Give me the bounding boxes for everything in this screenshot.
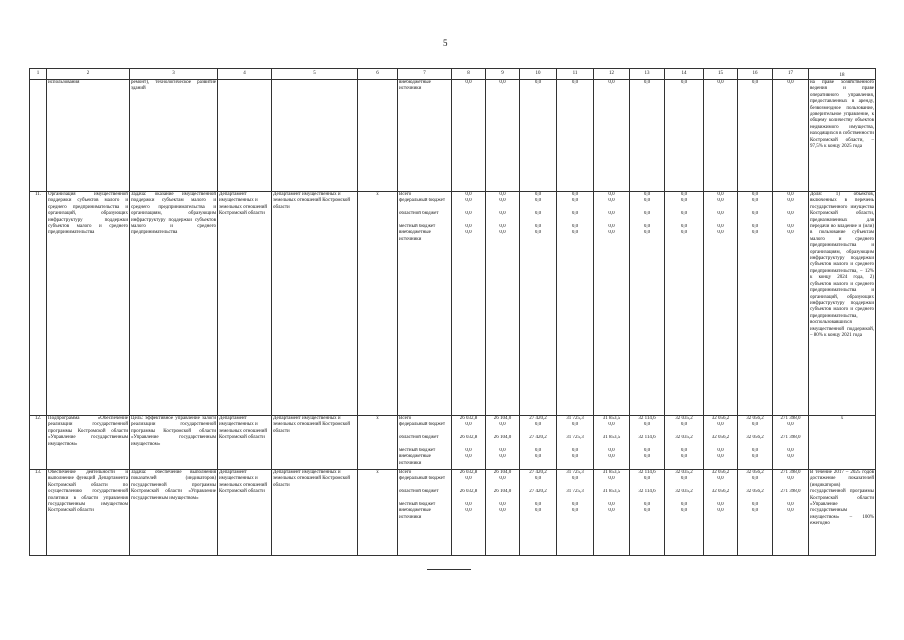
value: 26 032,8 xyxy=(459,435,478,441)
table-row xyxy=(30,80,876,192)
value-cell xyxy=(557,80,594,192)
value: 0,0 xyxy=(534,508,542,514)
row-executor: Департамент имущественных и земельных отношений Костромской области xyxy=(218,192,272,416)
value: 0,0 xyxy=(643,198,651,204)
value: 32 056,2 xyxy=(711,489,730,495)
value: 32 056,2 xyxy=(711,470,730,475)
value: 0,0 xyxy=(787,454,794,460)
table-row xyxy=(30,470,876,556)
row-executor xyxy=(218,80,272,192)
value-cell xyxy=(452,192,486,416)
value: 0,0 xyxy=(499,501,506,507)
value: 0,0 xyxy=(571,476,579,482)
funding-source: внебюджетные источники xyxy=(399,508,431,520)
value-cell xyxy=(665,470,704,556)
value: 0,0 xyxy=(571,192,579,197)
funding-source: федеральный бюджет xyxy=(399,422,446,428)
value: 0,0 xyxy=(499,230,506,236)
funding-source: федеральный бюджет xyxy=(399,476,446,482)
value: 0,0 xyxy=(571,447,579,453)
value: 0,0 xyxy=(751,223,759,229)
value: 32 114,6 xyxy=(638,416,656,421)
value: 0,0 xyxy=(465,501,472,507)
value: 0,0 xyxy=(717,223,724,229)
value: 0,0 xyxy=(571,508,579,514)
value: 0,0 xyxy=(680,80,688,85)
value-cell xyxy=(594,192,630,416)
value: 32 114,6 xyxy=(638,489,656,495)
value-cell xyxy=(773,470,809,556)
value: 26 032,8 xyxy=(459,416,478,421)
value: 0,0 xyxy=(465,476,472,482)
value: 0,0 xyxy=(465,211,472,217)
value-cell xyxy=(665,192,704,416)
value: 0,0 xyxy=(680,230,688,236)
value: 0,0 xyxy=(608,192,615,197)
value: 0,0 xyxy=(751,211,759,217)
column-header: 16 xyxy=(738,69,773,80)
value: 0,0 xyxy=(571,80,579,85)
value-cell xyxy=(452,470,486,556)
column-header: 5 xyxy=(272,69,358,80)
value: 0,0 xyxy=(643,80,651,85)
value: 0,0 xyxy=(787,223,794,229)
value: 0,0 xyxy=(571,198,579,204)
funding-source: областной бюджет xyxy=(399,489,439,495)
column-header: 7 xyxy=(398,69,452,80)
value: 0,0 xyxy=(643,454,651,460)
column-header: 1 xyxy=(30,69,47,80)
column-header: 2 xyxy=(47,69,130,80)
value: 0,0 xyxy=(643,447,651,453)
value: 0,0 xyxy=(608,447,615,453)
value: 0,0 xyxy=(608,476,615,482)
value: 0,0 xyxy=(643,476,651,482)
value: 31 725,3 xyxy=(566,416,584,421)
funding-source: внебюджетные источники xyxy=(399,230,431,242)
column-header: 3 xyxy=(130,69,218,80)
value: 0,0 xyxy=(465,508,472,514)
row-name: использования xyxy=(47,80,130,192)
value: 31 853,5 xyxy=(602,470,621,475)
value: 0,0 xyxy=(751,454,759,460)
value: 31 725,3 xyxy=(566,435,584,441)
value: 0,0 xyxy=(787,476,794,482)
value: 31 853,5 xyxy=(602,489,621,495)
funding-source: внебюджетные источники xyxy=(399,454,431,466)
value: 0,0 xyxy=(680,211,688,217)
row-task: ремонт), технологическое развитие зданий xyxy=(130,80,218,192)
value: 27 420,2 xyxy=(529,416,547,421)
value: 0,0 xyxy=(680,454,688,460)
value-cell xyxy=(773,416,809,470)
row-name: Обеспечение деятельности и выполнение функций Департамента Костромской области по осуществлению государственной политики в области управления государственным имуществом Костромской области xyxy=(47,470,130,556)
value-cell xyxy=(704,80,738,192)
value: 0,0 xyxy=(571,422,579,428)
funding-source: Всего xyxy=(399,470,412,475)
row-executor: Департамент имущественных и земельных отношений Костромской области xyxy=(218,416,272,470)
value-cell xyxy=(520,416,557,470)
row-participant: Департамент имущественных и земельных отношений Костромской области xyxy=(272,192,358,416)
value-cell xyxy=(594,80,630,192)
value-cell xyxy=(594,416,630,470)
value: 26 032,8 xyxy=(459,489,478,495)
value-cell xyxy=(486,192,520,416)
value: 0,0 xyxy=(680,422,688,428)
value: 0,0 xyxy=(643,422,651,428)
value: 27 420,2 xyxy=(529,470,547,475)
value: 0,0 xyxy=(608,501,615,507)
value: 0,0 xyxy=(534,501,542,507)
value: 0,0 xyxy=(534,476,542,482)
value-cell xyxy=(520,192,557,416)
value: 0,0 xyxy=(499,454,506,460)
value: 32 056,2 xyxy=(746,435,764,441)
value-cell xyxy=(452,80,486,192)
value: 0,0 xyxy=(717,192,724,197)
value: 271 398,0 xyxy=(780,416,801,421)
program-table xyxy=(29,68,876,556)
value-cell xyxy=(630,192,665,416)
row-result: В течение 2017 – 2025 годов достижение показателей (индикаторов) государственной программы Костромской области «Управление государственным имуществом» – 100% ежегодно xyxy=(809,470,876,556)
value-cell xyxy=(630,80,665,192)
value: 0,0 xyxy=(643,192,651,197)
value: 0,0 xyxy=(680,501,688,507)
column-header: 18 xyxy=(809,69,876,80)
value: 0,0 xyxy=(717,508,724,514)
value-cell xyxy=(630,470,665,556)
value: 0,0 xyxy=(534,454,542,460)
value: 31 853,5 xyxy=(602,435,621,441)
value: 0,0 xyxy=(499,476,506,482)
value: 32 035,2 xyxy=(675,470,693,475)
value: 0,0 xyxy=(571,223,579,229)
row-sources xyxy=(398,416,452,470)
row-sources xyxy=(398,80,452,192)
row-name: Подпрограмма «Обеспечение реализации государственной программы Костромской области «Управление государственным имуществом» xyxy=(47,416,130,470)
value: 0,0 xyxy=(751,501,759,507)
value: 32 056,2 xyxy=(746,470,764,475)
value: 0,0 xyxy=(499,192,506,197)
value: 32 056,2 xyxy=(711,416,730,421)
row-number xyxy=(30,80,47,192)
value: 0,0 xyxy=(717,211,724,217)
column-header: 14 xyxy=(665,69,704,80)
column-header: 15 xyxy=(704,69,738,80)
value: 0,0 xyxy=(787,80,794,85)
row-result: Доля: 1) объектов, включенных в перечень государственного имущества Костромской области, предназначенных для передачи во владение и (или) в пользование субъектам малого и среднего предпринимательства и организациям, образующим инфраструктуру поддержки субъектов малого и среднего предпринимательства, – 12% к концу 2024 года, 2) субъектов малого и среднего предпринимательства и организаций, образующих инфраструктуру поддержки субъектов малого и среднего предпринимательства, воспользовавшихся имущественной поддержкой, – 80% к концу 2021 года xyxy=(809,192,876,416)
value-cell xyxy=(704,470,738,556)
value: 0,0 xyxy=(787,198,794,204)
value: 32 035,2 xyxy=(675,489,693,495)
column-header: 13 xyxy=(630,69,665,80)
row-x xyxy=(358,80,398,192)
value: 0,0 xyxy=(499,80,506,85)
funding-source: областной бюджет xyxy=(399,435,439,441)
value: 0,0 xyxy=(643,223,651,229)
value: 0,0 xyxy=(465,80,472,85)
column-header: 8 xyxy=(452,69,486,80)
value: 0,0 xyxy=(751,476,759,482)
value-cell xyxy=(773,80,809,192)
value: 32 035,2 xyxy=(675,435,693,441)
value: 31 853,5 xyxy=(602,416,621,421)
page-number: 5 xyxy=(443,38,448,48)
value-cell xyxy=(704,416,738,470)
value: 31 725,3 xyxy=(566,470,584,475)
value: 32 114,6 xyxy=(638,470,656,475)
row-name: Организация имущественной поддержки субъектов малого и среднего предпринимательства и организаций, образующих инфраструктуру поддержки субъектов малого и среднего предпринимательства xyxy=(47,192,130,416)
value: 0,0 xyxy=(680,508,688,514)
value: 26 104,0 xyxy=(493,435,512,441)
bottom-rule xyxy=(427,569,471,570)
value: 26 104,0 xyxy=(493,416,512,421)
column-header-row xyxy=(30,69,876,80)
value: 26 104,0 xyxy=(493,470,512,475)
value: 0,0 xyxy=(608,198,615,204)
value: 0,0 xyxy=(534,192,542,197)
value: 0,0 xyxy=(571,211,579,217)
row-task: Цель: эффективное управление залоги реализации государственной программы Костромской области «Управление государственным имуществом» xyxy=(130,416,218,470)
value-cell xyxy=(630,416,665,470)
value-cell xyxy=(452,416,486,470)
value: 0,0 xyxy=(680,223,688,229)
funding-source: Всего xyxy=(399,416,412,421)
value: 0,0 xyxy=(787,501,794,507)
value: 0,0 xyxy=(465,230,472,236)
value-cell xyxy=(520,470,557,556)
column-header: 9 xyxy=(486,69,520,80)
row-result: на праве хозяйственного ведения и праве оперативного управления, предоставленных в аренду, безвозмездное пользование, доверительное управление, к общему количеству объектов недвижимого имущества, находящихся в собственности Костромской области, – 97,5% к концу 2025 года xyxy=(809,80,876,192)
value-cell xyxy=(738,416,773,470)
value: 0,0 xyxy=(717,80,724,85)
value: 0,0 xyxy=(534,80,542,85)
value-cell xyxy=(486,470,520,556)
value: 0,0 xyxy=(499,211,506,217)
value-cell xyxy=(704,192,738,416)
value: 0,0 xyxy=(608,508,615,514)
value: 0,0 xyxy=(680,447,688,453)
value: 0,0 xyxy=(717,454,724,460)
value: 0,0 xyxy=(499,447,506,453)
value: 0,0 xyxy=(608,230,615,236)
value: 31 725,3 xyxy=(566,489,584,495)
value: 0,0 xyxy=(465,422,472,428)
value: 0,0 xyxy=(465,223,472,229)
table-row xyxy=(30,192,876,416)
row-result: x xyxy=(809,416,876,470)
value-cell xyxy=(665,416,704,470)
funding-source: федеральный бюджет xyxy=(399,198,446,204)
value: 26 104,0 xyxy=(493,489,512,495)
funding-source: местный бюджет xyxy=(399,501,436,507)
value-cell xyxy=(557,192,594,416)
row-task: Задача: оказание имущественной поддержки субъектам малого и среднего предпринимательства и организациям, образующим инфраструктуру поддержки субъектов малого и среднего предпринимательства xyxy=(130,192,218,416)
value: 0,0 xyxy=(608,454,615,460)
value: 0,0 xyxy=(787,230,794,236)
value: 0,0 xyxy=(751,192,759,197)
value: 26 032,8 xyxy=(459,470,478,475)
value: 0,0 xyxy=(465,198,472,204)
value: 0,0 xyxy=(787,508,794,514)
value: 271 398,0 xyxy=(780,435,801,441)
value: 0,0 xyxy=(787,192,794,197)
value: 32 114,6 xyxy=(638,435,656,441)
value: 0,0 xyxy=(717,501,724,507)
row-number: 12. xyxy=(30,416,47,470)
value-cell xyxy=(520,80,557,192)
value: 0,0 xyxy=(680,192,688,197)
row-x: x xyxy=(358,192,398,416)
value: 0,0 xyxy=(465,447,472,453)
value: 0,0 xyxy=(717,198,724,204)
value: 0,0 xyxy=(571,454,579,460)
value: 0,0 xyxy=(499,508,506,514)
row-executor: Департамент имущественных и земельных отношений Костромской области xyxy=(218,470,272,556)
row-number: 11. xyxy=(30,192,47,416)
value-cell xyxy=(738,192,773,416)
value: 0,0 xyxy=(643,230,651,236)
value: 0,0 xyxy=(465,454,472,460)
row-participant: Департамент имущественных и земельных отношений Костромской области xyxy=(272,416,358,470)
value: 0,0 xyxy=(751,230,759,236)
column-header: 17 xyxy=(773,69,809,80)
value: 32 056,2 xyxy=(746,416,764,421)
value: 0,0 xyxy=(751,447,759,453)
value-cell xyxy=(557,416,594,470)
value: 0,0 xyxy=(643,501,651,507)
value: 0,0 xyxy=(608,223,615,229)
value-cell xyxy=(738,470,773,556)
value: 0,0 xyxy=(787,447,794,453)
value-cell xyxy=(557,470,594,556)
value: 0,0 xyxy=(534,211,542,217)
value: 32 056,2 xyxy=(711,435,730,441)
value: 0,0 xyxy=(643,508,651,514)
value-cell xyxy=(594,470,630,556)
value: 0,0 xyxy=(717,447,724,453)
value-cell xyxy=(486,416,520,470)
value: 0,0 xyxy=(643,211,651,217)
funding-source: Всего xyxy=(399,192,412,197)
value: 0,0 xyxy=(534,223,542,229)
value-cell xyxy=(738,80,773,192)
row-sources xyxy=(398,192,452,416)
row-x: x xyxy=(358,416,398,470)
value: 0,0 xyxy=(571,501,579,507)
value: 0,0 xyxy=(608,80,615,85)
value: 32 056,2 xyxy=(746,489,764,495)
value: 0,0 xyxy=(787,211,794,217)
row-sources xyxy=(398,470,452,556)
value: 0,0 xyxy=(751,422,759,428)
value: 0,0 xyxy=(680,198,688,204)
value: 0,0 xyxy=(751,80,759,85)
value: 0,0 xyxy=(534,447,542,453)
column-header: 4 xyxy=(218,69,272,80)
row-x: x xyxy=(358,470,398,556)
value: 0,0 xyxy=(571,230,579,236)
value: 0,0 xyxy=(608,422,615,428)
row-participant: Департамент имущественных и земельных отношений Костромской области xyxy=(272,470,358,556)
row-number: 13. xyxy=(30,470,47,556)
value-cell xyxy=(486,80,520,192)
value: 0,0 xyxy=(717,422,724,428)
value: 27 420,2 xyxy=(529,435,547,441)
column-header: 12 xyxy=(594,69,630,80)
value: 32 035,2 xyxy=(675,416,693,421)
funding-source: местный бюджет xyxy=(399,223,436,229)
value: 0,0 xyxy=(751,198,759,204)
row-participant xyxy=(272,80,358,192)
value: 0,0 xyxy=(534,422,542,428)
value: 0,0 xyxy=(751,508,759,514)
column-header: 11 xyxy=(557,69,594,80)
value: 0,0 xyxy=(499,198,506,204)
value: 0,0 xyxy=(499,223,506,229)
column-header: 10 xyxy=(520,69,557,80)
funding-source: внебюджетные источники xyxy=(399,80,431,92)
value: 0,0 xyxy=(717,230,724,236)
value-cell xyxy=(665,80,704,192)
value-cell xyxy=(773,192,809,416)
value: 0,0 xyxy=(534,230,542,236)
value: 27 420,2 xyxy=(529,489,547,495)
value: 0,0 xyxy=(534,198,542,204)
table-row xyxy=(30,416,876,470)
value: 271 398,0 xyxy=(780,489,801,495)
value: 0,0 xyxy=(608,211,615,217)
value: 0,0 xyxy=(717,476,724,482)
funding-source: местный бюджет xyxy=(399,447,436,453)
funding-source: областной бюджет xyxy=(399,211,439,217)
value: 0,0 xyxy=(787,422,794,428)
row-task: Задача: обеспечение выполнения показателей (индикаторов) государственной программы Костромской области «Управление государственным имуществом» xyxy=(130,470,218,556)
value: 271 398,0 xyxy=(780,470,801,475)
value: 0,0 xyxy=(499,422,506,428)
value: 0,0 xyxy=(680,476,688,482)
column-header: 6 xyxy=(358,69,398,80)
value: 0,0 xyxy=(465,192,472,197)
